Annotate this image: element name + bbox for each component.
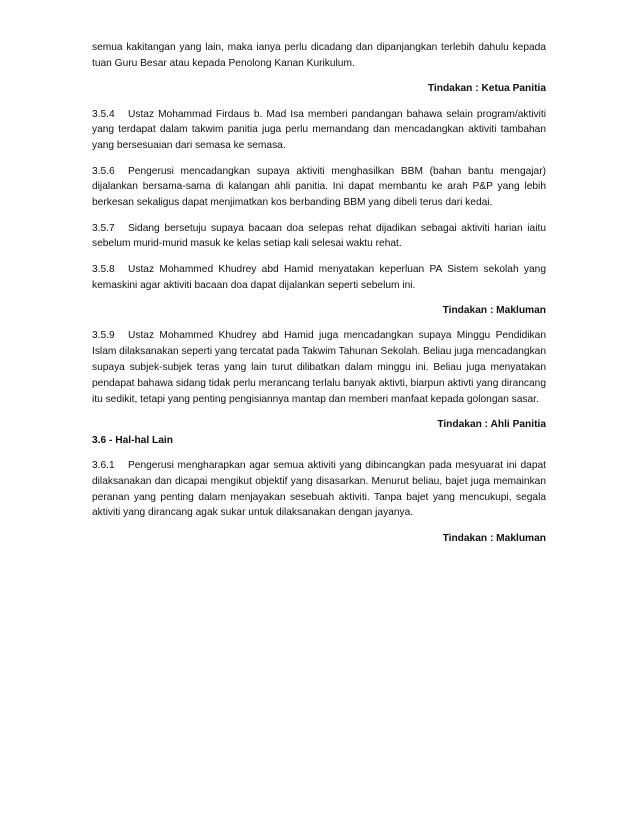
item-text: Ustaz Mohammed Khudrey abd Hamid menyatakan keperluan PA Sistem sekolah yang kemaskini agar aktiviti bacaan doa dapat dijalankan seperti sebelum ini. (92, 263, 546, 291)
item-number: 3.5.4 (92, 108, 115, 120)
item-number: 3.5.7 (92, 222, 115, 234)
item-number: 3.5.6 (92, 165, 115, 177)
item-3-6-1 (92, 458, 546, 521)
item-3-5-9 (92, 328, 546, 407)
item-number: 3.5.8 (92, 263, 115, 275)
action-ahli-panitia: Tindakan : Ahli Panitia (437, 418, 546, 430)
item-number: 3.5.9 (92, 330, 115, 342)
item-3-5-7 (92, 221, 546, 253)
item-text: Ustaz Mohammed Khudrey abd Hamid juga mencadangkan supaya Minggu Pendidikan Islam dilaksanakan seperti yang tercatat pada Takwim Tahunan Sekolah. Beliau juga mencadangkan supaya subjek-subjek teras yang lain turut dilibatkan dalam minggu ini. Beliau juga menyatakan pendapat bahawa sidang tidak perlu merancang terlalu banyak aktivti, biarpun aktivti yang dirancang itu sedikit, tetapi yang penting pengisiannya mantap dan memberi manfaat kepada golongan sasar. (92, 330, 546, 405)
action-ketua-panitia: Tindakan : Ketua Panitia (427, 83, 546, 95)
item-text: Ustaz Mohammad Firdaus b. Mad Isa memberi pandangan bahawa selain program/aktiviti yang terdapat dalam takwim panitia juga perlu memandang dan mencadangkan aktiviti tambahan yang bersesuaian dari semasa ke semasa. (92, 108, 546, 152)
item-text: Pengerusi mencadangkan supaya aktiviti menghasilkan BBM (bahan bantu mengajar) dijalankan bersama-sama di kalangan ahli panitia. Ini dapat membantu ke arah P&P yang lebih berkesan sekaligus dapat menjimatkan kos berbanding BBM yang dibeli terus dari kedai. (92, 165, 546, 209)
action-makluman-2: Tindakan : Makluman (442, 532, 546, 544)
item-3-5-4 (92, 107, 546, 154)
action-makluman-1: Tindakan : Makluman (442, 304, 546, 316)
intro-paragraph: semua kakitangan yang lain, maka ianya perlu dicadang dan dipanjangkan terlebih dahulu kepada tuan Guru Besar atau kepada Penolong Kanan Kurikulum. (92, 42, 546, 69)
item-text: Sidang bersetuju supaya bacaan doa selepas rehat dijadikan sebagai aktiviti harian iaitu sebelum murid-murid masuk ke kelas setiap kali selesai waktu rehat. (92, 222, 546, 250)
item-number: 3.6.1 (92, 460, 115, 472)
section-heading-hal-hal-lain: 3.6 - Hal-hal Lain (92, 434, 173, 446)
item-3-5-6 (92, 164, 546, 211)
document-page (92, 40, 546, 556)
item-text: Pengerusi mengharapkan agar semua aktiviti yang dibincangkan pada mesyuarat ini dapat dilaksanakan dan dicapai mengikut objektif yang disasarkan. Menurut beliau, bajet juga memainkan peranan yang penting dalam menjayakan sesebuah aktiviti. Tanpa bajet yang mencukupi, segala aktiviti yang dirancang agak sukar untuk dilaksanakan dengan jayanya. (92, 460, 546, 519)
item-3-5-8 (92, 262, 546, 294)
